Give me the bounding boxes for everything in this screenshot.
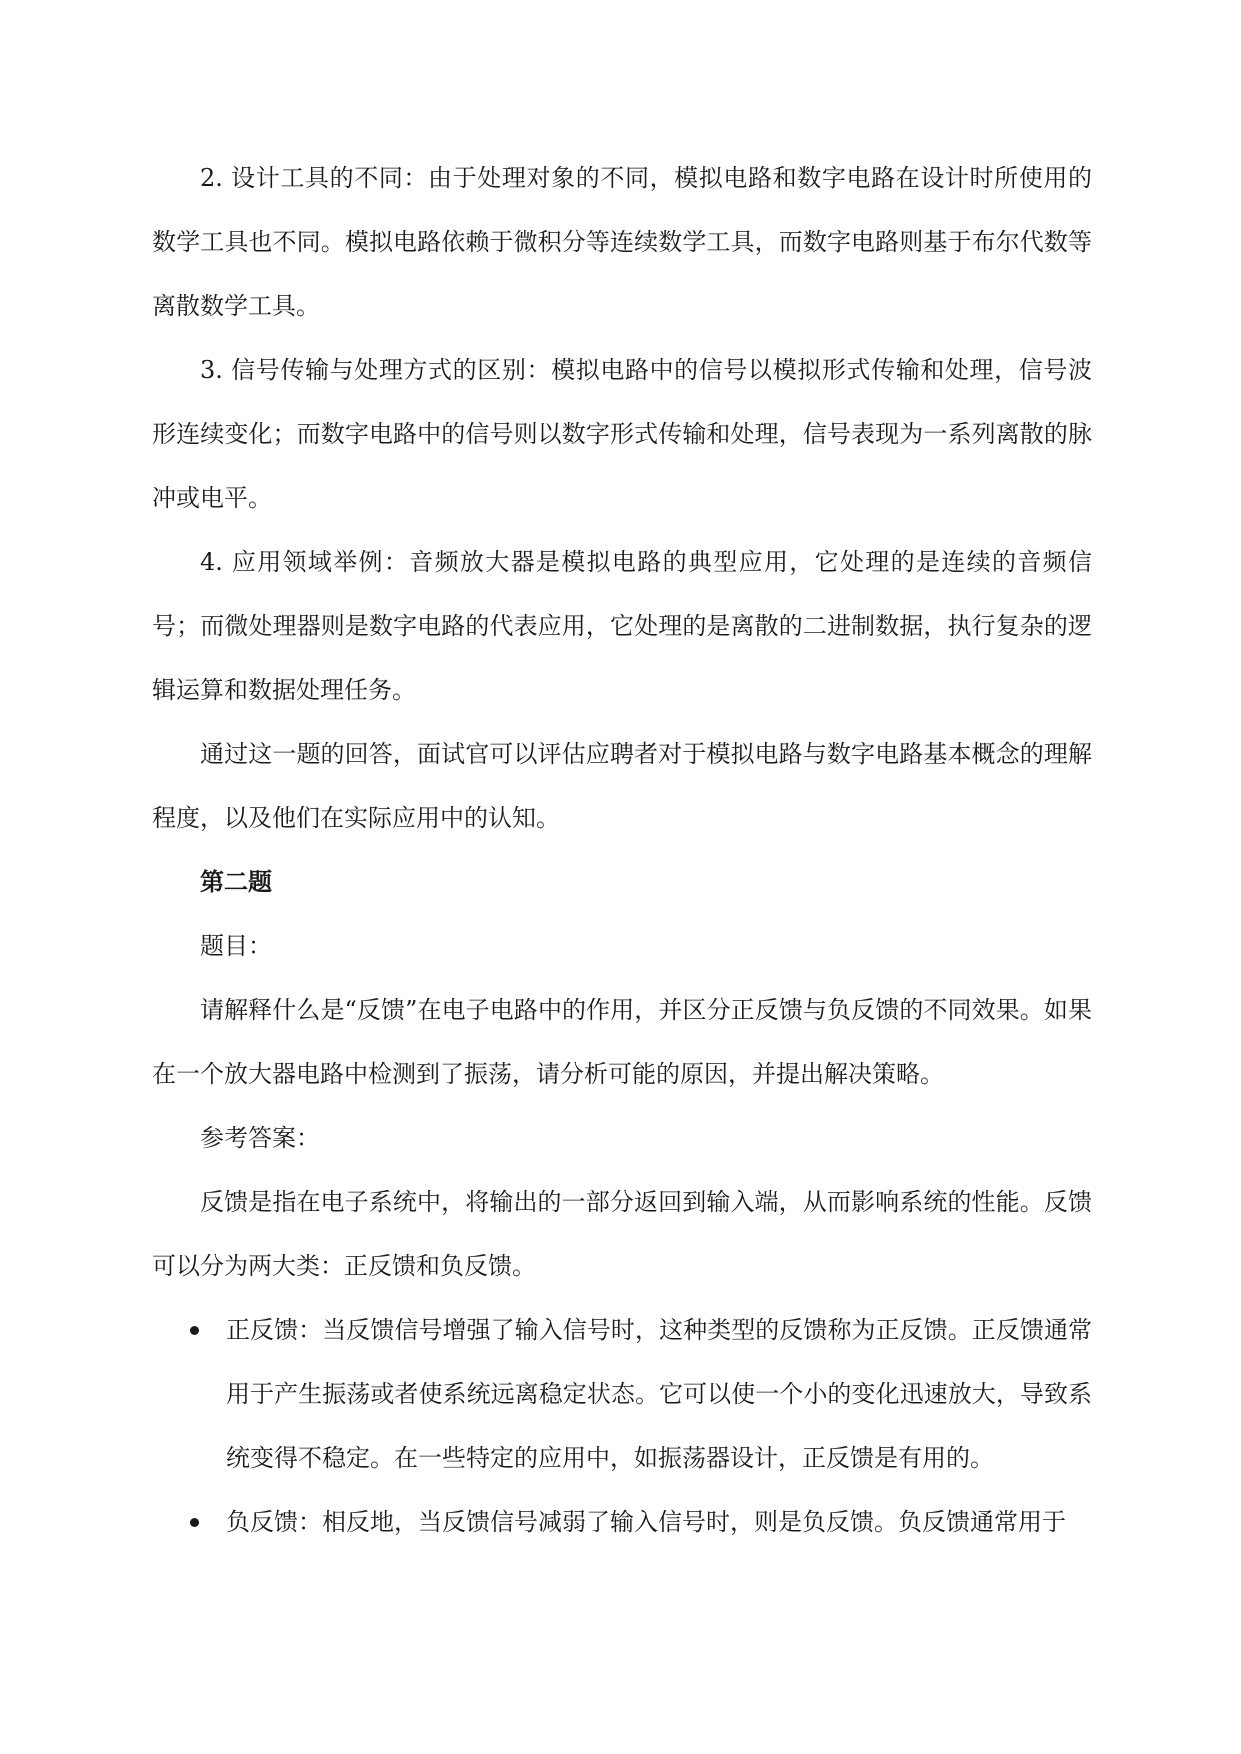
answer-intro: 反馈是指在电子系统中，将输出的一部分返回到输入端，从而影响系统的性能。反馈可以分为两大类：正反馈和负反馈。 xyxy=(152,1188,1092,1280)
list-item xyxy=(152,1298,1092,1490)
paragraph-application-examples: 4. 应用领域举例：音频放大器是模拟电路的典型应用，它处理的是连续的音频信号；而微处理器则是数字电路的代表应用，它处理的是离散的二进制数据，执行复杂的逻辑运算和数据处理任务。 xyxy=(152,548,1092,704)
document-page xyxy=(152,146,1092,1554)
paragraph-signal-transmission: 3. 信号传输与处理方式的区别：模拟电路中的信号以模拟形式传输和处理，信号波形连续变化；而数字电路中的信号则以数字形式传输和处理，信号表现为一系列离散的脉冲或电平。 xyxy=(152,356,1092,512)
question-label: 题目： xyxy=(200,932,272,960)
bullet-icon xyxy=(190,1518,199,1527)
list-item xyxy=(152,1490,1092,1554)
question-text: 请解释什么是“反馈”在电子电路中的作用，并区分正反馈与负反馈的不同效果。如果在一个放大器电路中检测到了振荡，请分析可能的原因，并提出解决策略。 xyxy=(152,996,1092,1088)
paragraph-design-tools: 2. 设计工具的不同：由于处理对象的不同，模拟电路和数字电路在设计时所使用的数学工具也不同。模拟电路依赖于微积分等连续数学工具，而数字电路则基于布尔代数等离散数学工具。 xyxy=(152,164,1092,320)
feedback-bullet-list xyxy=(152,1298,1092,1554)
bullet-text-positive-feedback: 正反馈：当反馈信号增强了输入信号时，这种类型的反馈称为正反馈。正反馈通常用于产生振荡或者使系统远离稳定状态。它可以使一个小的变化迅速放大，导致系统变得不稳定。在一些特定的应用中，如振荡器设计，正反馈是有用的。 xyxy=(226,1316,1092,1472)
bullet-text-negative-feedback: 负反馈：相反地，当反馈信号减弱了输入信号时，则是负反馈。负反馈通常用于 xyxy=(226,1508,1066,1536)
answer-label: 参考答案： xyxy=(200,1124,320,1152)
bullet-icon xyxy=(190,1326,199,1335)
section-heading: 第二题 xyxy=(200,867,272,896)
paragraph-summary: 通过这一题的回答，面试官可以评估应聘者对于模拟电路与数字电路基本概念的理解程度，以及他们在实际应用中的认知。 xyxy=(152,740,1092,832)
